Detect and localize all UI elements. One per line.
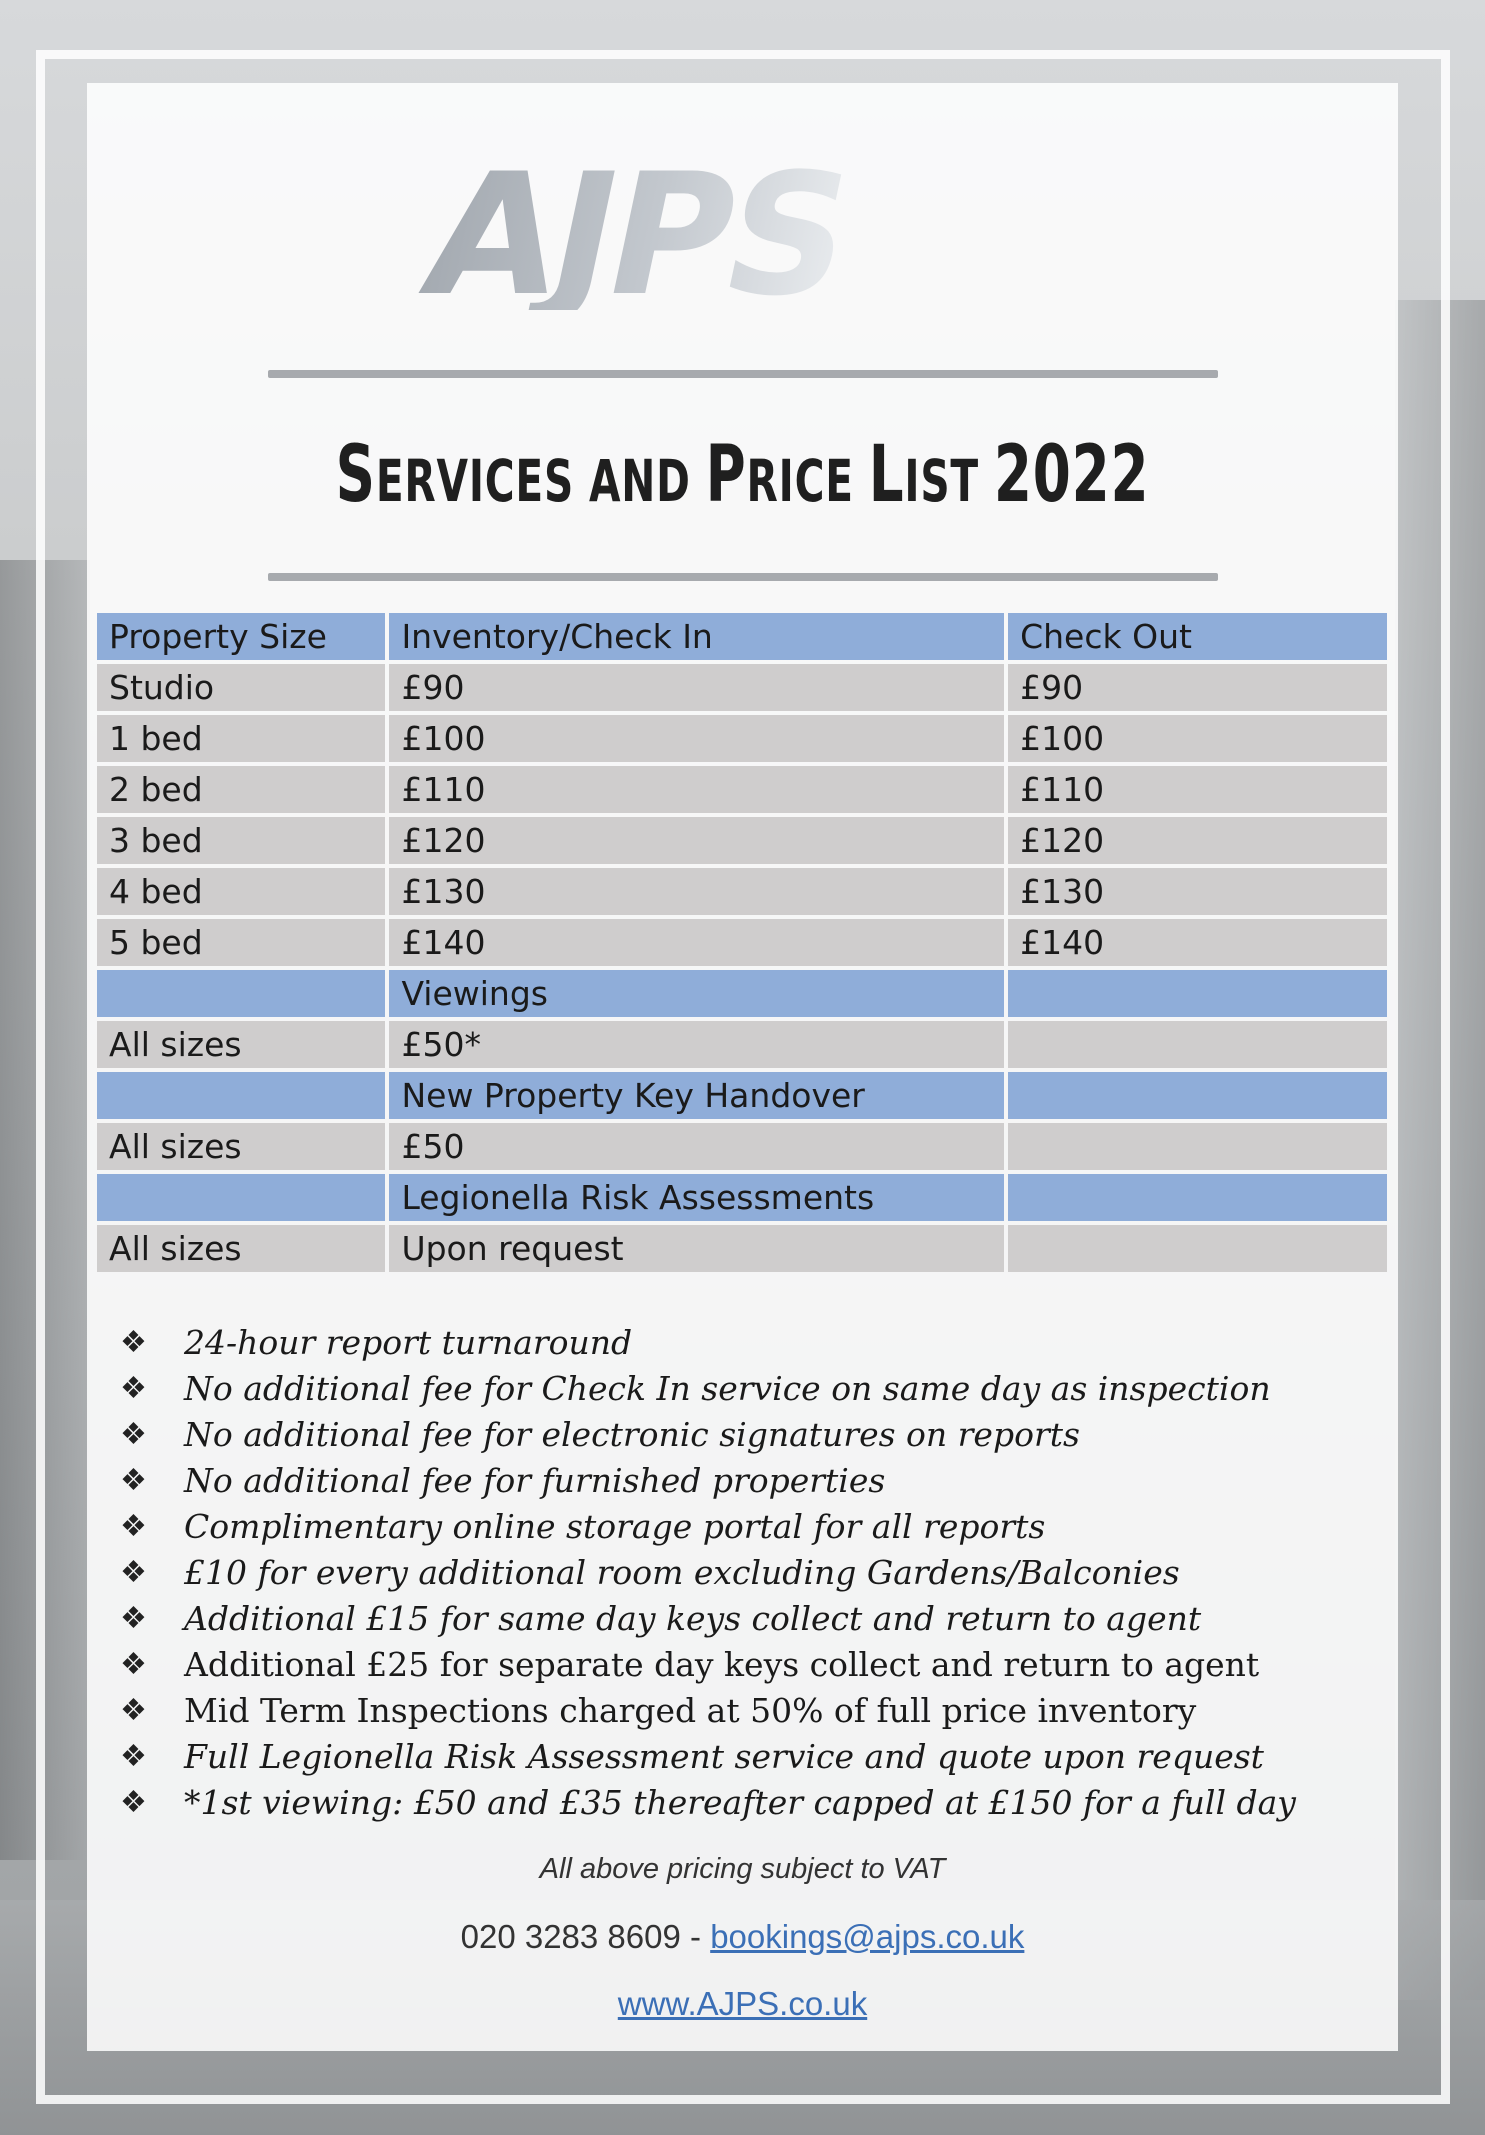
table-cell: 5 bed: [97, 919, 385, 966]
table-cell: Upon request: [389, 1225, 1004, 1272]
empty-cell: [97, 970, 385, 1017]
section-heading: Viewings: [389, 970, 1004, 1017]
table-cell: £100: [389, 715, 1004, 762]
ajps-logo: [409, 137, 1060, 333]
table-row: [97, 766, 1387, 813]
table-cell: £140: [1008, 919, 1387, 966]
list-item: ❖ Additional £25 for separate day keys collect and return to agent: [120, 1642, 1360, 1688]
table-cell: £140: [389, 919, 1004, 966]
empty-cell: [1008, 1021, 1387, 1068]
table-cell: £90: [1008, 664, 1387, 711]
table-row: [97, 664, 1387, 711]
table-header-row: [97, 613, 1387, 660]
empty-cell: [1008, 1225, 1387, 1272]
table-row: [97, 919, 1387, 966]
table-cell: £110: [389, 766, 1004, 813]
table-row: [97, 715, 1387, 762]
list-item: ❖ Full Legionella Risk Assessment service and quote upon request: [120, 1734, 1360, 1780]
diamond-bullet-icon: ❖: [120, 1555, 147, 1590]
diamond-bullet-icon: ❖: [120, 1601, 147, 1636]
section-heading: Legionella Risk Assessments: [389, 1174, 1004, 1221]
list-item: ❖ No additional fee for electronic signatures on reports: [120, 1412, 1360, 1458]
empty-cell: [1008, 1174, 1387, 1221]
table-cell: £100: [1008, 715, 1387, 762]
website-line: [0, 1985, 1485, 2023]
diamond-bullet-icon: ❖: [120, 1785, 147, 1820]
website-link[interactable]: www.AJPS.co.uk: [617, 1985, 868, 2022]
list-item: ❖ Additional £15 for same day keys collect and return to agent: [120, 1596, 1360, 1642]
diamond-bullet-icon: ❖: [120, 1371, 147, 1406]
section-header-row: [97, 1174, 1387, 1221]
empty-cell: [1008, 970, 1387, 1017]
table-row: [97, 868, 1387, 915]
diamond-bullet-icon: ❖: [120, 1693, 147, 1728]
table-row: [97, 1021, 1387, 1068]
page-title: SERVICES AND PRICE LIST 2022: [335, 430, 1150, 520]
header-cell: Inventory/Check In: [389, 613, 1004, 660]
diamond-bullet-icon: ❖: [120, 1509, 147, 1544]
table-row: [97, 1225, 1387, 1272]
table-cell: 3 bed: [97, 817, 385, 864]
contact-separator: -: [680, 1918, 711, 1955]
table-cell: £130: [389, 868, 1004, 915]
logo-text: AJPS: [409, 137, 864, 333]
list-item: ❖ Mid Term Inspections charged at 50% of full price inventory: [120, 1688, 1360, 1734]
table-row: [97, 1123, 1387, 1170]
table-cell: All sizes: [97, 1021, 385, 1068]
table-cell: £120: [1008, 817, 1387, 864]
diamond-bullet-icon: ❖: [120, 1325, 147, 1360]
list-item: ❖ No additional fee for furnished properties: [120, 1458, 1360, 1504]
empty-cell: [1008, 1072, 1387, 1119]
table-cell: 4 bed: [97, 868, 385, 915]
list-item: ❖ No additional fee for Check In service on same day as inspection: [120, 1366, 1360, 1412]
vat-note: All above pricing subject to VAT: [539, 1853, 946, 1885]
table-row: [97, 817, 1387, 864]
price-table: [93, 609, 1391, 1276]
list-item: ❖ 24-hour report turnaround: [120, 1320, 1360, 1366]
list-item: ❖ Complimentary online storage portal for all reports: [120, 1504, 1360, 1550]
email-link[interactable]: bookings@ajps.co.uk: [710, 1918, 1025, 1955]
empty-cell: [1008, 1123, 1387, 1170]
phone-number: 020 3283 8609: [460, 1918, 681, 1955]
section-header-row: [97, 1072, 1387, 1119]
header-cell: Property Size: [97, 613, 385, 660]
table-cell: 1 bed: [97, 715, 385, 762]
features-list: [120, 1320, 1360, 1826]
diamond-bullet-icon: ❖: [120, 1739, 147, 1774]
list-item: ❖ £10 for every additional room excluding Gardens/Balconies: [120, 1550, 1360, 1596]
table-cell: £130: [1008, 868, 1387, 915]
table-cell: All sizes: [97, 1225, 385, 1272]
table-cell: £110: [1008, 766, 1387, 813]
table-cell: £90: [389, 664, 1004, 711]
header-cell: Check Out: [1008, 613, 1387, 660]
table-cell: £50*: [389, 1021, 1004, 1068]
table-cell: Studio: [97, 664, 385, 711]
diamond-bullet-icon: ❖: [120, 1463, 147, 1498]
section-heading: New Property Key Handover: [389, 1072, 1004, 1119]
diamond-bullet-icon: ❖: [120, 1417, 147, 1452]
empty-cell: [97, 1072, 385, 1119]
section-header-row: [97, 970, 1387, 1017]
table-cell: All sizes: [97, 1123, 385, 1170]
list-item: ❖ *1st viewing: £50 and £35 thereafter capped at £150 for a full day: [120, 1780, 1360, 1826]
empty-cell: [97, 1174, 385, 1221]
table-cell: 2 bed: [97, 766, 385, 813]
title-rule-bottom: [268, 573, 1218, 581]
contact-line: [0, 1918, 1485, 1956]
table-cell: £50: [389, 1123, 1004, 1170]
diamond-bullet-icon: ❖: [120, 1647, 147, 1682]
title-rule-top: [268, 370, 1218, 378]
table-cell: £120: [389, 817, 1004, 864]
